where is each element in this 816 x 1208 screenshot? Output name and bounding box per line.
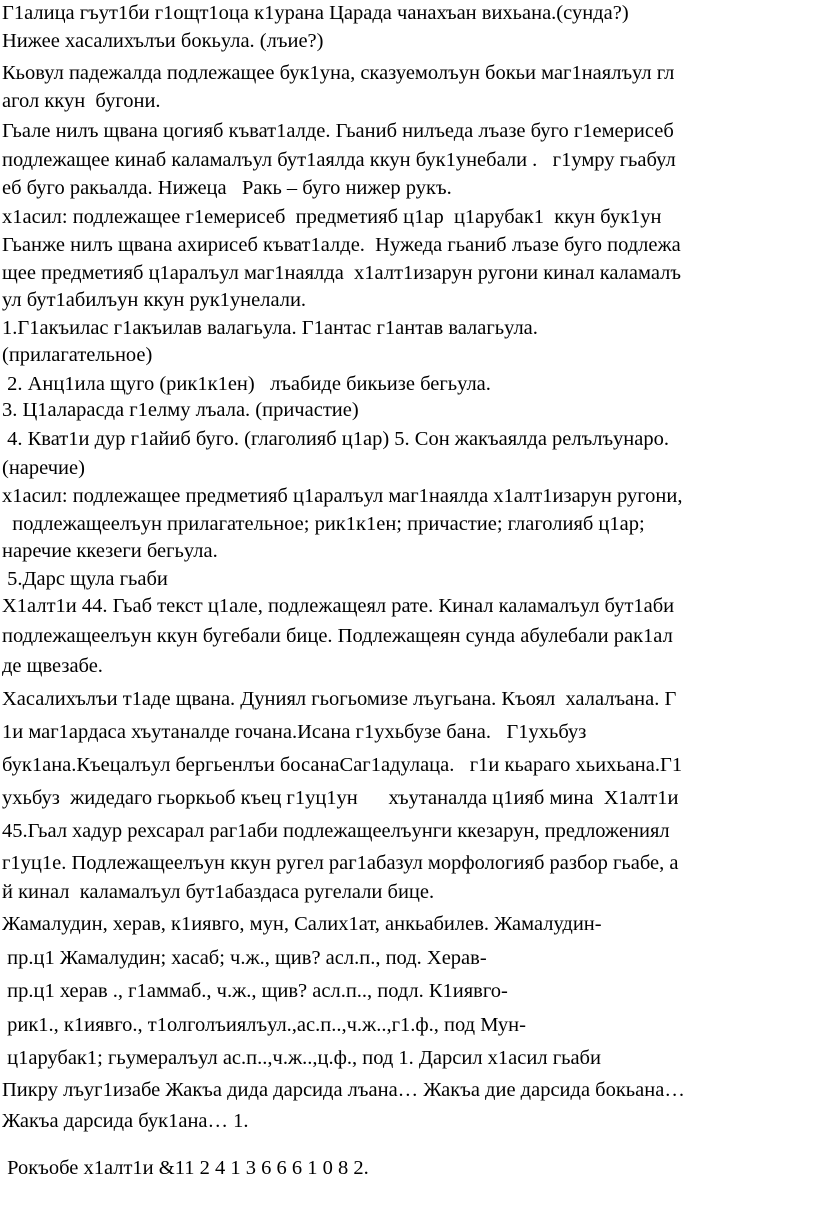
text-line-33: пр.ц1 Жамалудин; хасаб; ч.ж., щив? асл.п., под. Херав- <box>2 947 487 969</box>
text-line-6: подлежащее кинаб каламалъул бут1аялда ккун бук1унебали . г1умру гьабул <box>2 149 676 171</box>
text-line-14: 2. Анц1ила щуго (рик1к1ен) лъабиде бикьизе бегьула. <box>2 373 491 395</box>
text-line-3: Кьовул падежалда подлежащее бук1уна, сказуемолъун бокьи маг1наялъул гл <box>2 62 675 84</box>
text-line-29: 45.Гьал хадур рехсарал раг1аби подлежащеелъунги ккезарун, предложениял <box>2 820 670 842</box>
text-line-18: х1асил: подлежащее предметияб ц1аралъул маг1наялда х1алт1изарун ругони, <box>2 485 683 507</box>
text-line-11: ул бут1абилъун ккун рук1унелали. <box>2 289 307 311</box>
text-line-7: еб буго ракьалда. Нижеца Ракь – буго нижер рукъ. <box>2 177 452 199</box>
text-line-8: х1асил: подлежащее г1емерисеб предметияб ц1ар ц1арубак1 ккун бук1ун <box>2 206 662 228</box>
text-line-1: Г1алица гъут1би г1ощт1оца к1урана Царада чанахъан вихьана.(сунда?) <box>2 2 629 24</box>
text-line-22: Х1алт1и 44. Гьаб текст ц1але, подлежащеял рате. Кинал каламалъул бут1аби <box>2 595 675 617</box>
text-line-35: рик1., к1иявго., т1олголъиялъул.,ас.п..,ч.ж..,г1.ф., под Мун- <box>2 1014 526 1036</box>
text-line-16: 4. Кват1и дур г1айиб буго. (глаголияб ц1ар) 5. Сон жакъаялда релълъунаро. <box>2 428 670 450</box>
text-line-23: подлежащеелъун ккун бугебали бице. Подлежащеян сунда абулебали рак1ал <box>2 625 673 647</box>
text-line-21: 5.Дарс щула гьаби <box>2 568 168 590</box>
text-line-28: ухьбуз жидедаго гьоркьоб къец г1уц1ун хъутаналда ц1ияб мина Х1алт1и <box>2 787 679 809</box>
text-line-26: 1и маг1ардаса хъутаналде гочана.Исана г1ухьбузе бана. Г1ухьбуз <box>2 721 587 743</box>
text-line-31: й кинал каламалъул бут1абаздаса ругелали бице. <box>2 881 435 903</box>
text-line-34: пр.ц1 херав ., г1аммаб., ч.ж., щив? асл.п.., подл. К1иявго- <box>2 980 508 1002</box>
text-line-38: Жакъа дарсида бук1ана… 1. <box>2 1110 249 1132</box>
text-line-37: Пикру лъуг1изабе Жакъа дида дарсида лъана… Жакъа дие дарсида бокьана… <box>2 1079 685 1101</box>
text-line-10: щее предметияб ц1аралъул маг1наялда х1алт1изарун ругони кинал каламалъ <box>2 262 681 284</box>
text-line-25: Хасалихълъи т1аде щвана. Дуниял гьогьомизе лъугьана. Къоял халалъана. Г <box>2 688 677 710</box>
text-line-2: Нижее хасалихълъи бокьула. (лъие?) <box>2 30 324 52</box>
text-line-20: наречие ккезеги бегьула. <box>2 540 218 562</box>
text-line-12: 1.Г1акъилас г1акъилав валагьула. Г1антас г1антав валагьула. <box>2 317 538 339</box>
text-line-13: (прилагательное) <box>2 344 153 366</box>
text-line-17: (наречие) <box>2 457 85 479</box>
text-line-15: 3. Ц1аларасда г1елму лъала. (причастие) <box>2 399 359 421</box>
text-line-4: агол ккун бугони. <box>2 90 161 112</box>
text-line-24: де щвезабе. <box>2 655 103 677</box>
text-line-27: бук1ана.Къецалъул бергьенлъи босанаСаг1адулаца. г1и кьараго хьихьана.Г1 <box>2 754 683 776</box>
text-line-9: Гьанже нилъ щвана ахирисеб къват1алде. Нужеда гьаниб лъазе буго подлежа <box>2 234 681 256</box>
text-line-19: подлежащеелъун прилагательное; рик1к1ен; причастие; глаголияб ц1ар; <box>2 513 645 535</box>
text-line-32: Жамалудин, херав, к1иявго, мун, Салих1ат, анкьабилев. Жамалудин- <box>2 913 602 935</box>
text-line-5: Гьале нилъ щвана цогияб къват1алде. Гьаниб нилъеда лъазе буго г1емерисеб <box>2 120 674 142</box>
text-line-39: Рокъобе х1алт1и &11 2 4 1 3 6 6 6 1 0 8 2. <box>2 1157 369 1179</box>
text-line-36: ц1арубак1; гьумералъул ас.п..,ч.ж..,ц.ф., под 1. Дарсил х1асил гьаби <box>2 1047 601 1069</box>
text-line-30: г1уц1е. Подлежащеелъун ккун ругел раг1абазул морфологияб разбор гьабе, а <box>2 852 679 874</box>
